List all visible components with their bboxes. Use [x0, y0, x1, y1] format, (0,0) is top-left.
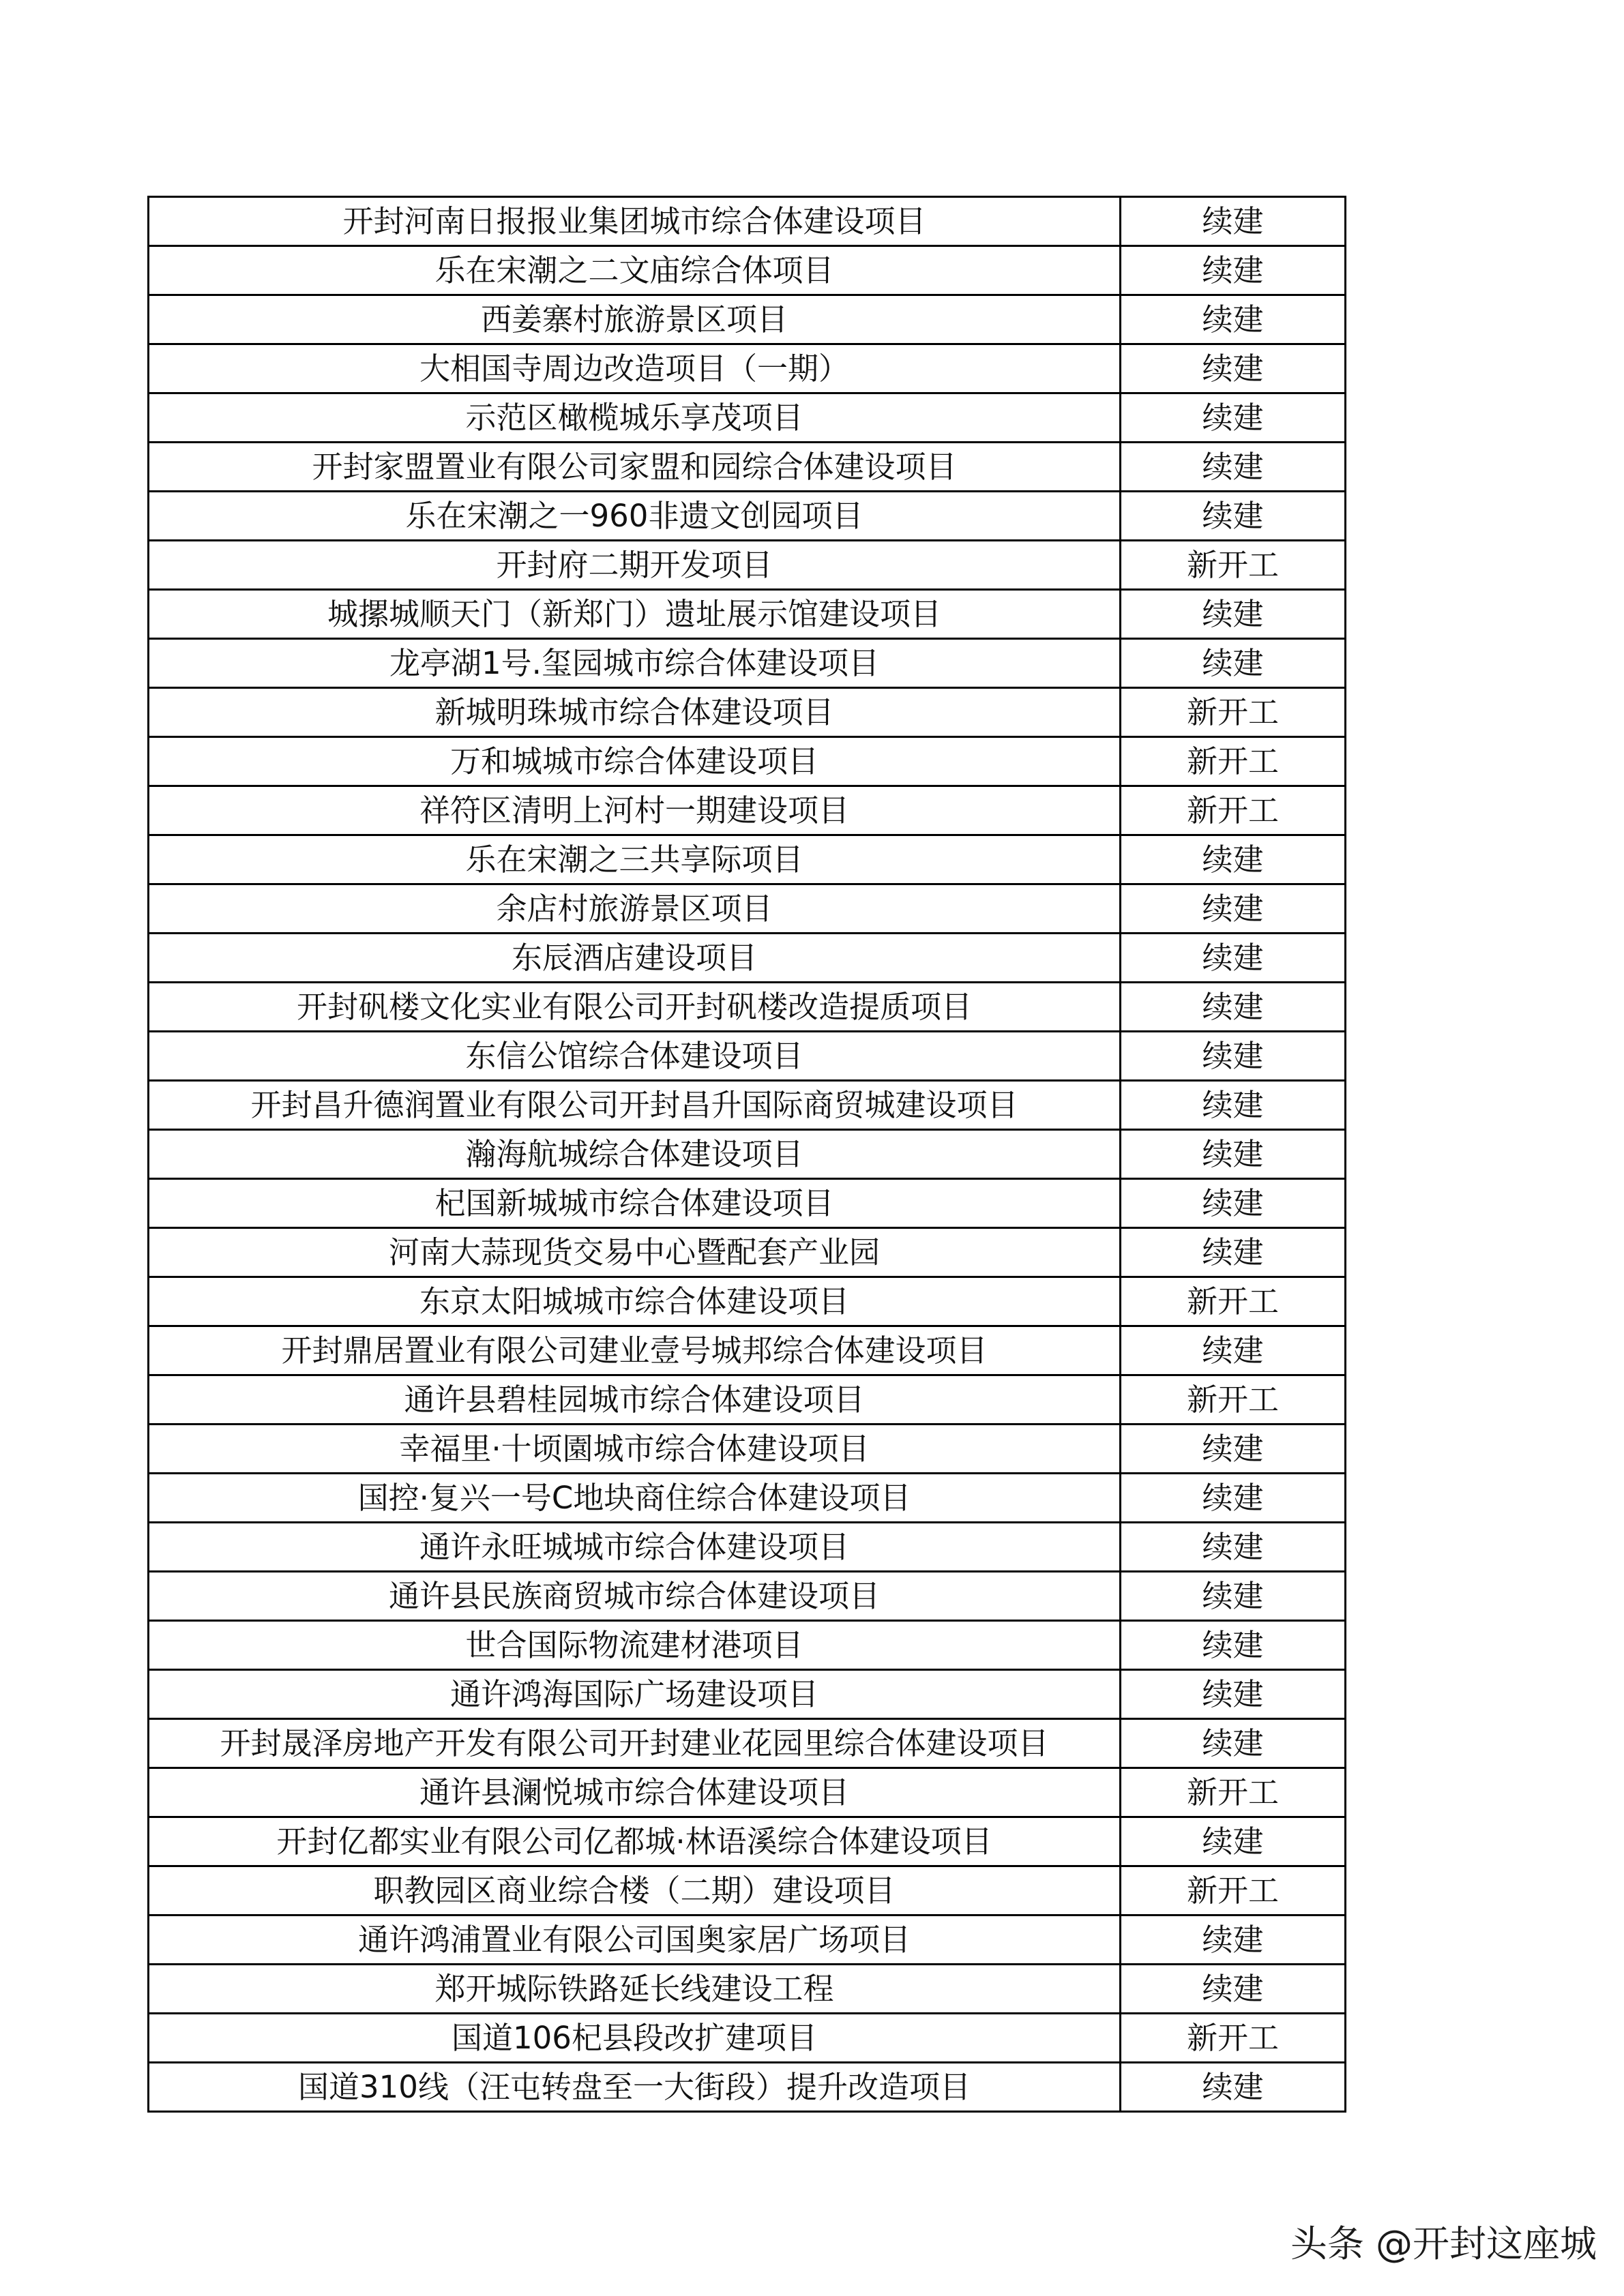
project-name-cell: 西姜寨村旅游景区项目	[149, 295, 1121, 344]
table-row	[149, 246, 1346, 295]
project-status-cell: 新开工	[1121, 1375, 1346, 1425]
project-name-cell: 龙亭湖1号.玺园城市综合体建设项目	[149, 639, 1121, 688]
project-name-cell: 祥符区清明上河村一期建设项目	[149, 786, 1121, 835]
project-name-cell: 郑开城际铁路延长线建设工程	[149, 1965, 1121, 2014]
table-row	[149, 1866, 1346, 1915]
project-status-cell: 续建	[1121, 1130, 1346, 1179]
project-name-cell: 国道310线（汪屯转盘至一大街段）提升改造项目	[149, 2063, 1121, 2112]
project-status-cell: 续建	[1121, 295, 1346, 344]
project-status-cell: 续建	[1121, 590, 1346, 639]
table-row	[149, 590, 1346, 639]
source-watermark: 头条 @开封这座城	[1290, 2222, 1597, 2265]
table-row	[149, 492, 1346, 541]
project-status-cell: 新开工	[1121, 1768, 1346, 1817]
table-row	[149, 541, 1346, 590]
project-name-cell: 东信公馆综合体建设项目	[149, 1032, 1121, 1081]
project-name-cell: 通许鸿海国际广场建设项目	[149, 1670, 1121, 1719]
table-row	[149, 393, 1346, 443]
table-row	[149, 786, 1346, 835]
table-row	[149, 1817, 1346, 1866]
table-row	[149, 1179, 1346, 1228]
project-status-cell: 续建	[1121, 934, 1346, 983]
project-name-cell: 乐在宋潮之二文庙综合体项目	[149, 246, 1121, 295]
project-name-cell: 开封矾楼文化实业有限公司开封矾楼改造提质项目	[149, 983, 1121, 1032]
project-name-cell: 通许县民族商贸城市综合体建设项目	[149, 1572, 1121, 1621]
project-status-cell: 续建	[1121, 639, 1346, 688]
table-row	[149, 1915, 1346, 1965]
project-status-cell: 新开工	[1121, 1866, 1346, 1915]
project-name-cell: 开封鼎居置业有限公司建业壹号城邦综合体建设项目	[149, 1326, 1121, 1375]
project-status-cell: 新开工	[1121, 541, 1346, 590]
project-table-body	[149, 197, 1346, 2112]
table-row	[149, 197, 1346, 246]
project-name-cell: 城摞城顺天门（新郑门）遗址展示馆建设项目	[149, 590, 1121, 639]
table-row	[149, 1130, 1346, 1179]
project-name-cell: 幸福里·十顷園城市综合体建设项目	[149, 1425, 1121, 1474]
project-status-cell: 续建	[1121, 1326, 1346, 1375]
table-row	[149, 2014, 1346, 2063]
project-name-cell: 示范区橄榄城乐享茂项目	[149, 393, 1121, 443]
table-row	[149, 1572, 1346, 1621]
project-name-cell: 通许永旺城城市综合体建设项目	[149, 1523, 1121, 1572]
project-name-cell: 东京太阳城城市综合体建设项目	[149, 1277, 1121, 1326]
project-status-cell: 续建	[1121, 1523, 1346, 1572]
project-status-cell: 续建	[1121, 1081, 1346, 1130]
table-row	[149, 1719, 1346, 1768]
project-name-cell: 瀚海航城综合体建设项目	[149, 1130, 1121, 1179]
project-status-cell: 续建	[1121, 443, 1346, 492]
project-name-cell: 开封河南日报报业集团城市综合体建设项目	[149, 197, 1121, 246]
project-status-cell: 续建	[1121, 197, 1346, 246]
project-name-cell: 国控·复兴一号C地块商住综合体建设项目	[149, 1474, 1121, 1523]
project-name-cell: 杞国新城城市综合体建设项目	[149, 1179, 1121, 1228]
project-status-cell: 续建	[1121, 1572, 1346, 1621]
project-status-cell: 新开工	[1121, 1277, 1346, 1326]
project-status-cell: 新开工	[1121, 2014, 1346, 2063]
project-status-cell: 续建	[1121, 1032, 1346, 1081]
table-row	[149, 934, 1346, 983]
project-name-cell: 世合国际物流建材港项目	[149, 1621, 1121, 1670]
project-status-cell: 续建	[1121, 1915, 1346, 1965]
table-row	[149, 1523, 1346, 1572]
project-name-cell: 开封昌升德润置业有限公司开封昌升国际商贸城建设项目	[149, 1081, 1121, 1130]
project-status-cell: 续建	[1121, 492, 1346, 541]
project-name-cell: 乐在宋潮之一960非遗文创园项目	[149, 492, 1121, 541]
project-name-cell: 通许鸿浦置业有限公司国奥家居广场项目	[149, 1915, 1121, 1965]
project-name-cell: 开封家盟置业有限公司家盟和园综合体建设项目	[149, 443, 1121, 492]
project-status-cell: 续建	[1121, 1719, 1346, 1768]
table-row	[149, 1277, 1346, 1326]
project-status-cell: 续建	[1121, 344, 1346, 393]
project-table	[147, 196, 1346, 2113]
project-status-cell: 续建	[1121, 1965, 1346, 2014]
table-row	[149, 1228, 1346, 1277]
project-status-cell: 续建	[1121, 1425, 1346, 1474]
project-name-cell: 乐在宋潮之三共享际项目	[149, 835, 1121, 884]
table-row	[149, 1621, 1346, 1670]
project-status-cell: 新开工	[1121, 786, 1346, 835]
project-name-cell: 开封府二期开发项目	[149, 541, 1121, 590]
project-status-cell: 新开工	[1121, 688, 1346, 737]
table-row	[149, 884, 1346, 934]
project-status-cell: 续建	[1121, 246, 1346, 295]
project-status-cell: 续建	[1121, 884, 1346, 934]
table-row	[149, 1474, 1346, 1523]
project-name-cell: 万和城城市综合体建设项目	[149, 737, 1121, 786]
project-name-cell: 国道106杞县段改扩建项目	[149, 2014, 1121, 2063]
table-row	[149, 688, 1346, 737]
project-status-cell: 续建	[1121, 393, 1346, 443]
project-status-cell: 续建	[1121, 983, 1346, 1032]
table-row	[149, 1375, 1346, 1425]
project-name-cell: 开封晟泽房地产开发有限公司开封建业花园里综合体建设项目	[149, 1719, 1121, 1768]
project-status-cell: 续建	[1121, 835, 1346, 884]
project-name-cell: 河南大蒜现货交易中心暨配套产业园	[149, 1228, 1121, 1277]
project-status-cell: 续建	[1121, 1228, 1346, 1277]
table-row	[149, 1081, 1346, 1130]
table-row	[149, 295, 1346, 344]
table-row	[149, 1965, 1346, 2014]
table-row	[149, 983, 1346, 1032]
table-row	[149, 1032, 1346, 1081]
project-name-cell: 通许县澜悦城市综合体建设项目	[149, 1768, 1121, 1817]
project-status-cell: 续建	[1121, 2063, 1346, 2112]
table-row	[149, 1670, 1346, 1719]
table-row	[149, 2063, 1346, 2112]
table-row	[149, 344, 1346, 393]
project-name-cell: 大相国寺周边改造项目（一期）	[149, 344, 1121, 393]
project-status-cell: 新开工	[1121, 737, 1346, 786]
table-row	[149, 639, 1346, 688]
project-name-cell: 东辰酒店建设项目	[149, 934, 1121, 983]
project-name-cell: 余店村旅游景区项目	[149, 884, 1121, 934]
project-status-cell: 续建	[1121, 1474, 1346, 1523]
project-name-cell: 通许县碧桂园城市综合体建设项目	[149, 1375, 1121, 1425]
table-row	[149, 1768, 1346, 1817]
project-name-cell: 职教园区商业综合楼（二期）建设项目	[149, 1866, 1121, 1915]
project-status-cell: 续建	[1121, 1670, 1346, 1719]
project-status-cell: 续建	[1121, 1179, 1346, 1228]
project-name-cell: 新城明珠城市综合体建设项目	[149, 688, 1121, 737]
project-name-cell: 开封亿都实业有限公司亿都城·林语溪综合体建设项目	[149, 1817, 1121, 1866]
table-row	[149, 443, 1346, 492]
table-row	[149, 835, 1346, 884]
project-status-cell: 续建	[1121, 1621, 1346, 1670]
table-row	[149, 737, 1346, 786]
table-row	[149, 1326, 1346, 1375]
project-status-cell: 续建	[1121, 1817, 1346, 1866]
table-row	[149, 1425, 1346, 1474]
